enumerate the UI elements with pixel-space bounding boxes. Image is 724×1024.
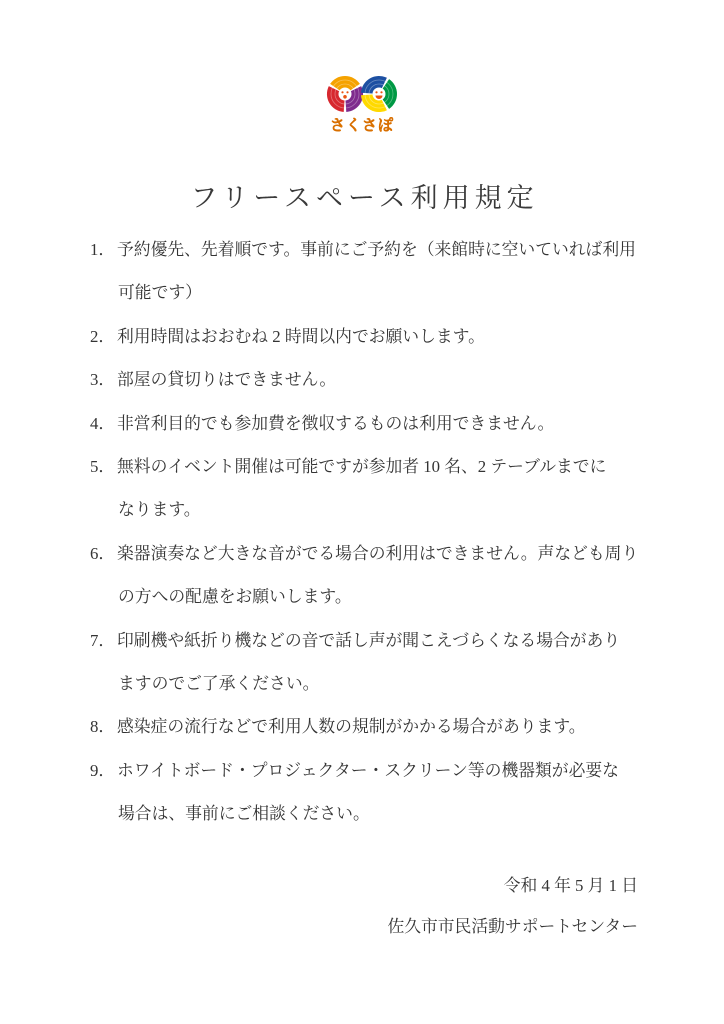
rule-number: 3． xyxy=(90,370,116,390)
rule-text: 楽器演奏など大きな音がでる場合の利用はできません。声なども周り xyxy=(117,543,639,563)
rule-item-8 xyxy=(90,705,650,748)
rule-line: なります。 xyxy=(118,500,201,520)
rule-text: 利用時間はおおむね 2 時間以内でお願いします。 xyxy=(117,326,485,346)
rule-item-7 xyxy=(90,619,650,706)
rule-line xyxy=(90,619,650,662)
rule-line xyxy=(90,532,650,575)
rule-line xyxy=(90,228,650,271)
rule-text: 非営利目的でも参加費を徴収するものは利用できません。 xyxy=(117,413,555,433)
rule-item-3 xyxy=(90,358,650,401)
rule-text: 無料のイベント開催は可能ですが参加者 10 名、2 テーブルまでに xyxy=(117,457,607,477)
rule-text: ホワイトボード・プロジェクター・スクリーン等の機器類が必要な xyxy=(117,760,619,780)
rule-line xyxy=(90,749,650,792)
rule-text: 部屋の貸切りはできません。 xyxy=(117,370,337,390)
rule-number: 5． xyxy=(90,457,116,477)
page-title: フリースペース利用規定 xyxy=(190,183,539,213)
rule-item-4 xyxy=(90,402,650,445)
organization-name: 佐久市市民活動サポートセンター xyxy=(387,917,638,936)
rule-line xyxy=(90,402,650,445)
rule-line xyxy=(90,315,650,358)
rule-number: 4． xyxy=(90,413,116,433)
rule-number: 1． xyxy=(90,240,116,259)
sakusapo-logo xyxy=(310,60,414,138)
logo-right-disc xyxy=(361,76,397,112)
rule-item-9 xyxy=(90,749,650,836)
rule-item-5 xyxy=(90,445,650,532)
rule-number: 8． xyxy=(90,717,116,737)
document-date: 令和 4 年 5 月 1 日 xyxy=(503,876,638,895)
logo-left-disc xyxy=(327,76,363,112)
rule-line: 可能です） xyxy=(118,283,202,303)
rule-number: 7． xyxy=(90,630,116,650)
rule-item-1 xyxy=(90,228,650,315)
rule-line xyxy=(90,705,650,748)
rule-number: 6． xyxy=(90,543,116,563)
rule-line: ますのでご了承ください。 xyxy=(118,674,320,694)
rule-text: 予約優先、先着順です。事前にご予約を（来館時に空いていれば利用 xyxy=(117,240,636,259)
sakusapo-logo-image xyxy=(310,60,414,138)
rules-list xyxy=(90,228,650,836)
rule-line xyxy=(90,445,650,488)
rule-line xyxy=(90,358,650,401)
rule-item-2 xyxy=(90,315,650,358)
rule-item-6 xyxy=(90,532,650,619)
rule-number: 2． xyxy=(90,326,116,346)
rule-text: 感染症の流行などで利用人数の規制がかかる場合があります。 xyxy=(117,717,586,737)
rule-text: 印刷機や紙折り機などの音で話し声が聞こえづらくなる場合があり xyxy=(117,630,621,650)
rule-line: の方への配慮をお願いします。 xyxy=(118,587,352,607)
rule-number: 9． xyxy=(90,760,116,780)
rule-line: 場合は、事前にご相談ください。 xyxy=(118,804,370,824)
logo-text: さくさぽ xyxy=(329,116,395,134)
